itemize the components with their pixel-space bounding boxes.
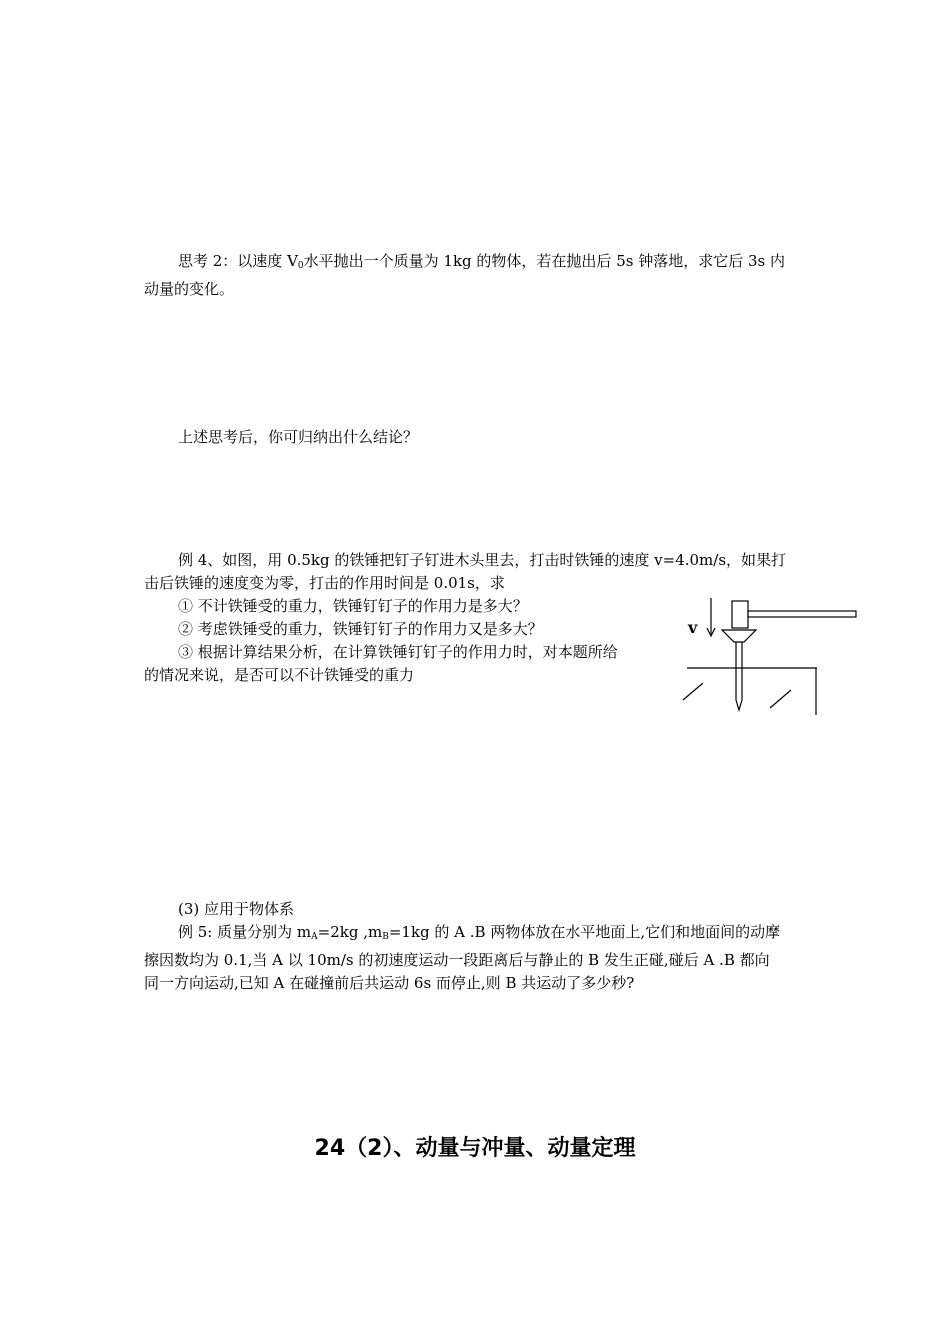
conclusion-paragraph bbox=[144, 426, 810, 449]
nail-head bbox=[722, 630, 756, 642]
example5-line1: 例 5: 质量分别为 $m_A=2kg$ $,m_B=1kg$ 的 A .B 两物体放在水平地面上,它们和地面间的动摩 bbox=[178, 923, 781, 942]
example4-line2: 击后铁锤的速度变为零，打击的作用时间是 0.01s，求 bbox=[144, 574, 505, 592]
wood-hatch-right bbox=[770, 690, 791, 708]
section3-heading: (3) 应用于物体系 bbox=[178, 900, 295, 918]
hammer-handle bbox=[748, 611, 856, 617]
example4-question2: ② 考虑铁锤受的重力，铁锤钉钉子的作用力又是多大？ bbox=[178, 620, 543, 638]
hammer-nail-figure bbox=[675, 592, 865, 722]
think2-line1: 思考 2：以速度 $V_0$水平抛出一个质量为 1kg 的物体，若在抛出后 5s 钟落地，求它后 3s 内 bbox=[178, 252, 785, 271]
example4-question3-cont: 的情况来说，是否可以不计铁锤受的重力 bbox=[144, 666, 415, 684]
example5-line2: 擦因数均为 0.1,当 A 以 10m/s 的初速度运动一段距离后与静止的 B 发生正碰,碰后 A .B 都向 bbox=[144, 951, 770, 969]
example4-question1: ① 不计铁锤受的重力，铁锤钉钉子的作用力是多大？ bbox=[178, 597, 528, 615]
conclusion-text: 上述思考后，你可归纳出什么结论？ bbox=[178, 428, 419, 446]
example4-line1: 例 4、如图，用 0.5kg 的铁锤把钉子钉进木头里去，打击时铁锤的速度 v=4.0m/s，如果打 bbox=[178, 551, 787, 569]
wood-hatch-left bbox=[683, 683, 703, 700]
chapter-title: 24（2）、动量与冲量、动量定理 bbox=[314, 1136, 636, 1161]
nail-tip bbox=[736, 700, 742, 710]
example4-question3: ③ 根据计算结果分析，在计算铁锤钉钉子的作用力时，对本题所给 bbox=[178, 643, 618, 661]
hammer-head bbox=[732, 601, 748, 628]
section3-and-example5 bbox=[144, 898, 810, 995]
example5-line3: 同一方向运动,已知 A 在碰撞前后共运动 6s 而停止,则 B 共运动了多少秒? bbox=[144, 974, 635, 992]
velocity-label: v bbox=[688, 618, 698, 637]
think2-line2: 动量的变化。 bbox=[144, 280, 235, 298]
think2-paragraph bbox=[144, 250, 810, 301]
